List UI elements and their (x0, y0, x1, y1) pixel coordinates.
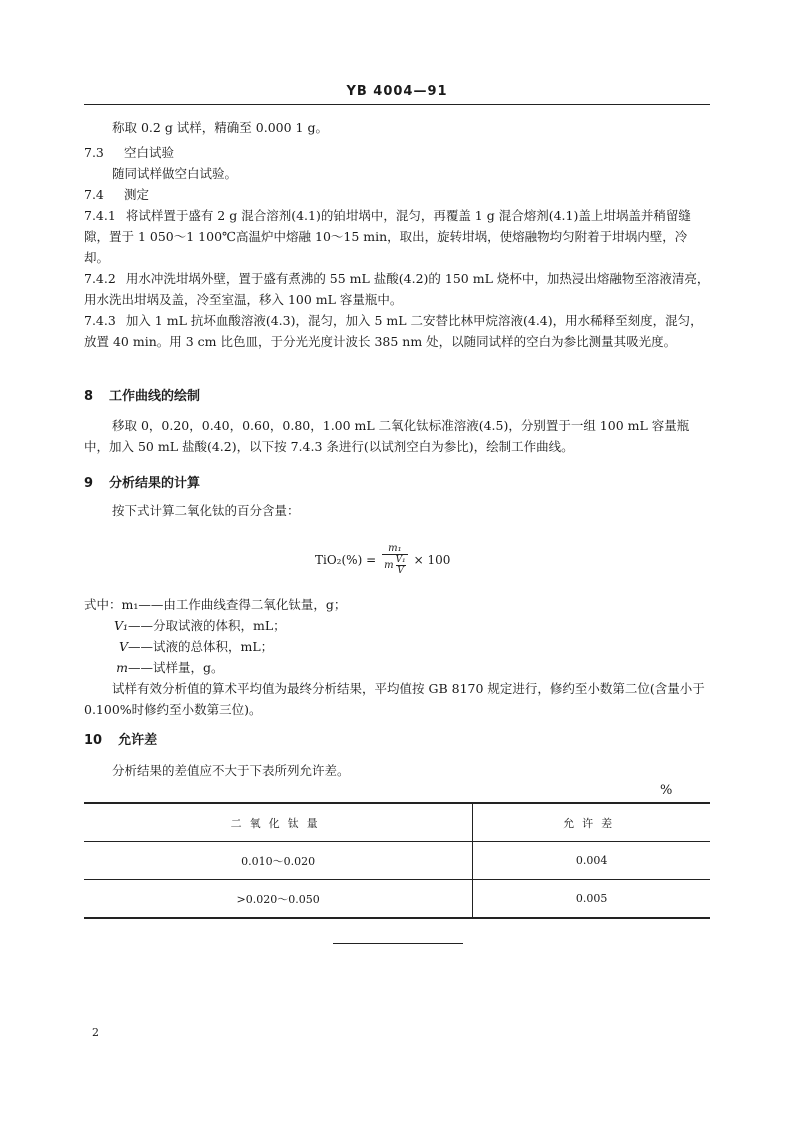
table-header-cell: 二氧化钛量 (84, 803, 473, 842)
section-8-title: 工作曲线的绘制 (109, 389, 201, 404)
document-code: YB 4004—91 (346, 84, 448, 99)
section-7-4-3 (84, 310, 710, 352)
variable-symbol: V (118, 639, 128, 654)
section-9-note: 试样有效分析值的算术平均值为最终分析结果，平均值按 GB 8170 规定进行，修约至小数第二位(含量小于 0.100%时修约至小数第三位)。 (84, 681, 705, 717)
section-10-heading (84, 729, 157, 748)
header-rule (84, 104, 710, 105)
table-row (84, 842, 710, 880)
variable-symbol: 式中：m₁ (84, 597, 139, 612)
formula-subfraction (396, 555, 406, 576)
variable-description: ——分取试液的体积，mL； (128, 618, 286, 633)
tolerance-table (84, 802, 710, 919)
variable-symbol: V₁ (113, 618, 128, 633)
table-cell: >0.020～0.050 (84, 880, 473, 919)
variable-row (84, 657, 346, 678)
page-number: 2 (92, 1026, 99, 1039)
section-7-3-heading (84, 142, 710, 163)
intro-line: 称取 0.2 g 试样，精确至 0.000 1 g。 (112, 120, 328, 135)
tio2-formula (315, 543, 450, 576)
variable-description: ——试样量，g。 (128, 660, 224, 675)
section-7-4-1-number: 7.4.1 (84, 208, 116, 223)
variable-row (84, 636, 346, 657)
formula-numerator: m₁ (382, 543, 408, 555)
section-7-4-1 (84, 205, 710, 268)
section-9-number: 9 (84, 476, 94, 491)
section-7-4-3-number: 7.4.3 (84, 313, 116, 328)
section-10-number: 10 (84, 733, 103, 748)
section-10-intro: 分析结果的差值应不大于下表所列允许差。 (112, 763, 350, 778)
section-7-4-number: 7.4 (84, 187, 104, 202)
end-rule (333, 943, 463, 944)
section-7-3-text: 随同试样做空白试验。 (112, 166, 238, 181)
section-8-heading (84, 385, 200, 404)
section-7-4-2-number: 7.4.2 (84, 271, 116, 286)
formula-den-v1: V₁ (395, 555, 406, 565)
section-7-4-2 (84, 268, 710, 310)
table-header-row (84, 803, 710, 842)
formula-fraction (382, 543, 408, 576)
section-10-title: 允许差 (118, 733, 158, 748)
section-7-3-number: 7.3 (84, 145, 104, 160)
formula-den-v: V (397, 566, 404, 576)
variable-description: ——由工作曲线查得二氧化钛量，g； (138, 597, 347, 612)
section-8-text: 移取 0，0.20，0.40，0.60，0.80，1.00 mL 二氧化钛标准溶液(4.5)，分别置于一组 100 mL 容量瓶中，加入 50 mL 盐酸(4.2)，以下按 7.4.3 条进行(以试剂空白为参比)，绘制工作曲线。 (84, 418, 690, 454)
formula-rhs: × 100 (413, 552, 451, 567)
section-9-title: 分析结果的计算 (109, 476, 201, 491)
formula-denominator (384, 555, 406, 576)
section-7-4-heading (84, 184, 710, 205)
table-row (84, 880, 710, 919)
table-cell: 0.005 (473, 880, 710, 919)
table-cell: 0.010～0.020 (84, 842, 473, 880)
variable-symbol: m (116, 660, 128, 675)
section-7-3-title: 空白试验 (124, 145, 175, 160)
table-header-cell: 允许差 (473, 803, 710, 842)
section-8-number: 8 (84, 389, 94, 404)
variable-description: ——试液的总体积，mL； (128, 639, 274, 654)
formula-lhs: TiO₂(%) = (315, 552, 377, 567)
formula-den-m: m (384, 560, 394, 571)
variable-row (84, 594, 346, 615)
section-7-4-2-text: 用水冲洗坩埚外壁，置于盛有煮沸的 55 mL 盐酸(4.2)的 150 mL 烧杯中，加热浸出熔融物至溶液清亮，用水洗出坩埚及盖，冷至室温，移入 100 mL 容量瓶中。 (84, 271, 710, 307)
section-9-intro: 按下式计算二氧化钛的百分含量： (112, 503, 300, 518)
section-7-4-title: 测定 (124, 187, 150, 202)
variable-row (84, 615, 346, 636)
section-9-heading (84, 472, 200, 491)
section-7-4-3-text: 加入 1 mL 抗坏血酸溶液(4.3)，混匀，加入 5 mL 二安替比林甲烷溶液(4.4)，用水稀释至刻度，混匀，放置 40 min。用 3 cm 比色皿，于分光光度计波长 385 nm 处，以随同试样的空白为参比测量其吸光度。 (84, 313, 703, 349)
table-cell: 0.004 (473, 842, 710, 880)
section-7-4-1-text: 将试样置于盛有 2 g 混合溶剂(4.1)的铂坩埚中，混匀，再覆盖 1 g 混合熔剂(4.1)盖上坩埚盖并稍留缝隙，置于 1 050～1 100℃高温炉中熔融 10～15 min，取出，旋转坩埚，使熔融物均匀附着于坩埚内壁，冷却。 (84, 208, 691, 265)
variable-definitions (84, 594, 346, 678)
table-unit: % (660, 783, 673, 798)
